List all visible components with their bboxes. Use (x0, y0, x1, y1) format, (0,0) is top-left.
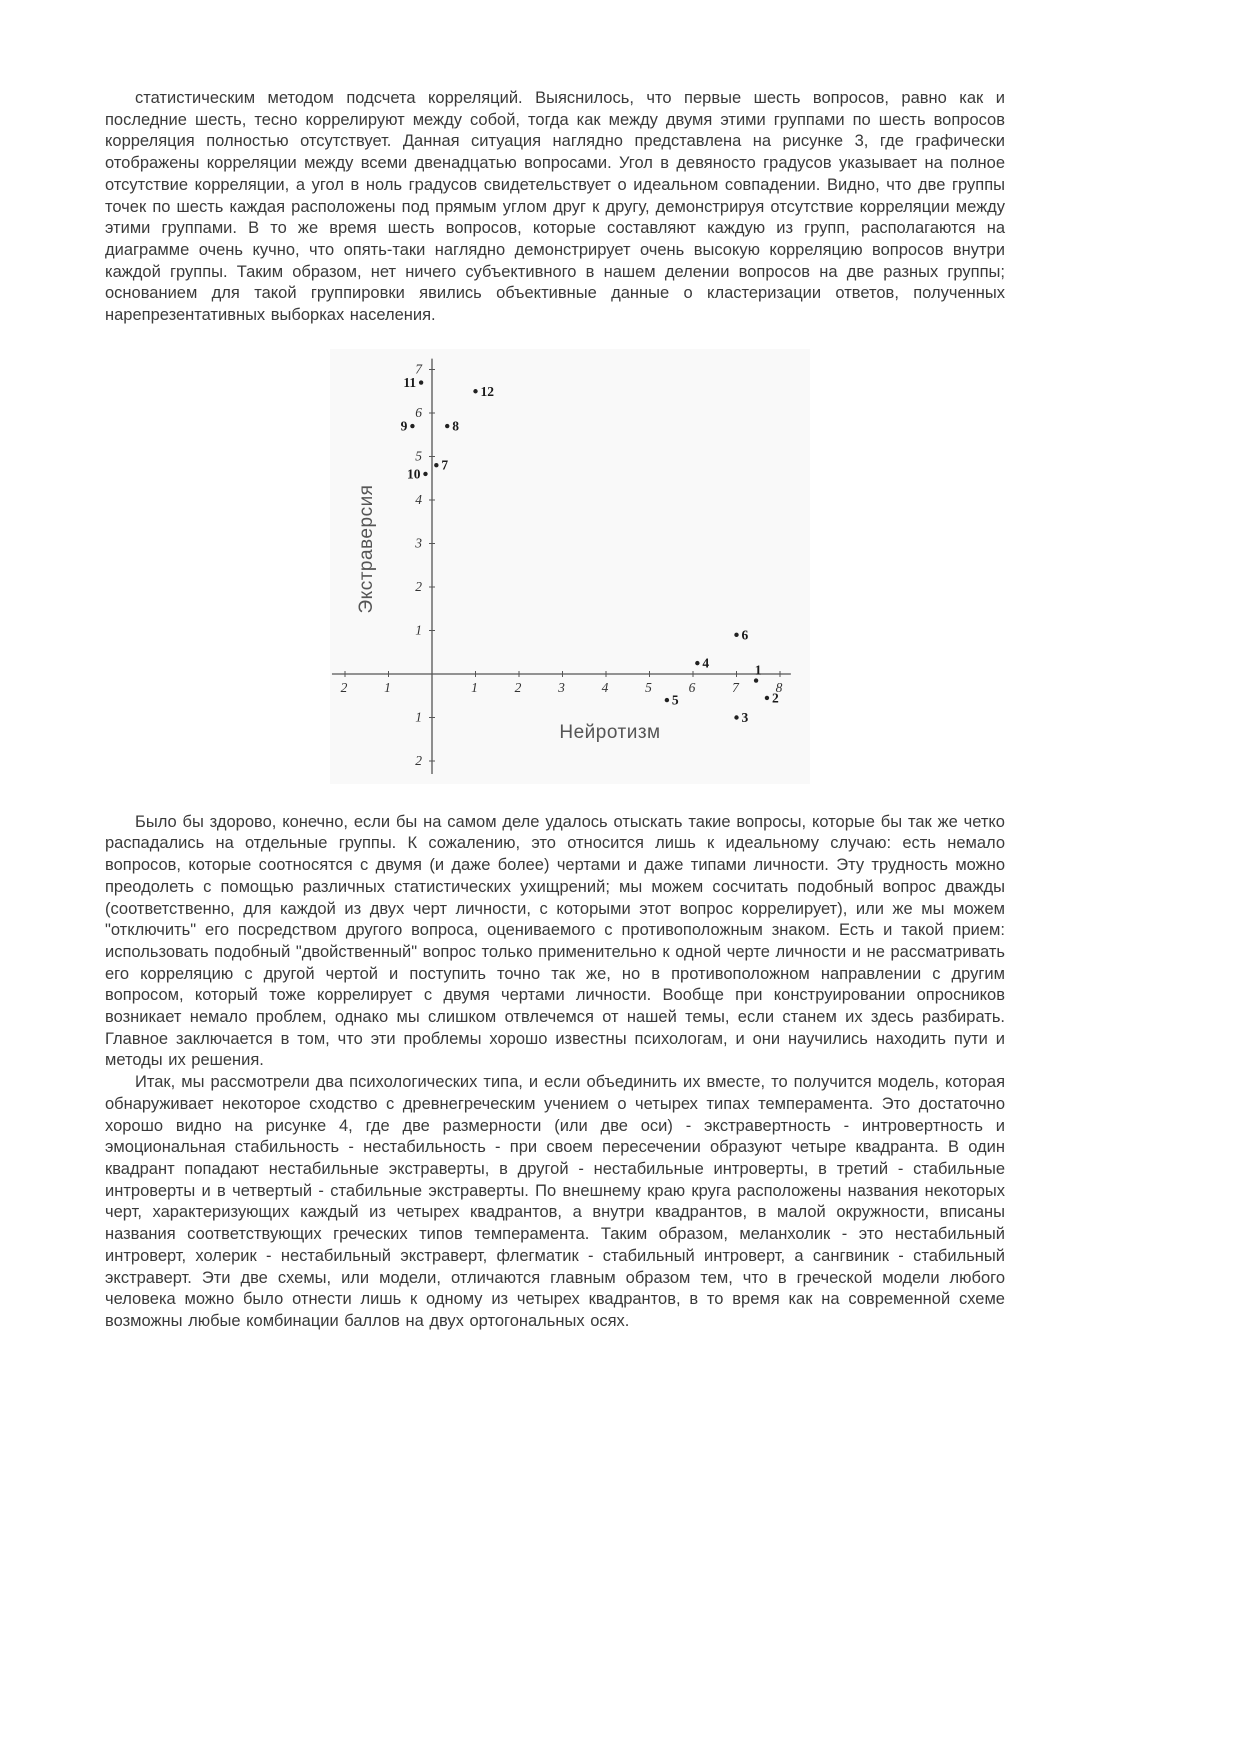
svg-text:1: 1 (471, 679, 478, 695)
svg-text:4: 4 (601, 679, 609, 695)
svg-text:Экстраверсия: Экстраверсия (356, 484, 377, 614)
svg-text:3: 3 (558, 679, 565, 695)
svg-text:9: 9 (400, 418, 408, 434)
svg-text:8: 8 (452, 418, 459, 434)
paragraph-correlations: статистическим методом подсчета корреляций. Выяснилось, что первые шесть вопросов, равно как и последние шесть, тесно коррелируют между собой, тогда как между двумя этими группами по шесть вопросов корреляция полностью отсутствует. Данная ситуация наглядно представлена на рисунке 3, где графически отображены корреляции между всеми двенадцатью вопросами. Угол в девяносто градусов указывает на полное отсутствие корреляции, а угол в ноль градусов свидетельствует о идеальном совпадении. Видно, что две группы точек по шесть каждая расположены под прямым углом друг к другу, демонстрируя отсутствие корреляции между этими группами. В то же время шесть вопросов, которые составляют каждую из групп, располагаются на диаграмме очень кучно, что опять-таки наглядно демонстрирует очень высокую корреляцию вопросов внутри каждой группы. Таким образом, нет ничего субъективного в нашем делении вопросов на две разных группы; основанием для такой группировки явились объективные данные о кластеризации ответов, полученных нарепрезентативных выборках населения. (105, 89, 1005, 325)
svg-text:2: 2 (771, 690, 779, 706)
svg-text:1: 1 (384, 679, 391, 695)
svg-text:2: 2 (415, 752, 422, 768)
paragraph-question-grouping: Было бы здорово, конечно, если бы на самом деле удалось отыскать такие вопросы, которые бы так же четко распадались на отдельные группы. К сожалению, это относится лишь к идеальному случаю: есть немало вопросов, которые соотносятся с двумя (и даже более) чертами и даже типами личности. Эту трудность можно преодолеть с помощью различных статистических ухищрений; мы можем сосчитать подобный вопрос дважды (соответственно, для каждой из двух черт личности, с которыми этот вопрос коррелирует), или же мы можем "отключить" его посредством другого вопроса, оцениваемого с противоположным знаком. Есть и такой прием: использовать подобный "двойственный" вопрос только применительно к одной черте личности и не рассматривать его корреляцию с другой чертой и поступить точно так же, но в противоположном направлении с другим вопросом, который тоже коррелирует с двумя чертами личности. Вообще при конструировании опросников возникает немало проблем, однако мы слишком отвлечемся от нашей темы, если станем их здесь разбирать. Главное заключается в том, что эти проблемы хорошо известны психологам, и они научились находить пути и методы их решения. (105, 812, 1005, 1070)
figure-3 (330, 349, 810, 784)
svg-text:3: 3 (415, 535, 422, 551)
svg-text:2: 2 (415, 578, 422, 594)
svg-text:10: 10 (406, 466, 421, 482)
paragraph-temperament-model: Итак, мы рассмотрели два психологических типа, и если объединить их вместе, то получится модель, которая обнаруживает некоторое сходство с древнегреческим учением о четырех типах темперамента. Это достаточно хорошо видно на рисунке 4, где две размерности (или две оси) - экстравертность - интровертность и эмоциональная стабильность - нестабильность - при своем пересечении образуют четыре квадранта. В один квадрант попадают нестабильные экстраверты, в другой - нестабильные интроверты, в третий - стабильные интроверты и в четвертый - стабильные экстраверты. По внешнему краю круга расположены названия некоторых черт, характеризующих каждый из четырех квадрантов, а внутри квадрантов, в малой окружности, вписаны названия соответствующих греческих типов темперамента. Таким образом, меланхолик - это нестабильный интроверт, холерик - нестабильный экстраверт, флегматик - стабильный интроверт, а сангвиник - стабильный экстраверт. Эти две схемы, или модели, отличаются главным образом тем, что в греческой модели любого человека можно было отнести лишь к одному из четырех квадрантов, в то время как на современной схеме возможны любые комбинации баллов на двух ортогональных осях. (105, 1073, 1005, 1330)
figure-3-scatter-plot (330, 349, 810, 784)
svg-text:6: 6 (415, 404, 422, 420)
svg-text:2: 2 (340, 679, 348, 695)
svg-text:8: 8 (775, 679, 783, 695)
svg-text:5: 5 (645, 679, 652, 695)
svg-text:1: 1 (754, 662, 762, 678)
svg-text:Нейротизм: Нейротизм (559, 721, 661, 743)
svg-text:5: 5 (415, 448, 422, 464)
svg-text:7: 7 (732, 679, 739, 695)
svg-text:7: 7 (415, 361, 422, 377)
svg-text:11: 11 (403, 374, 417, 390)
svg-text:6: 6 (741, 627, 749, 643)
svg-text:4: 4 (415, 491, 422, 507)
svg-text:4: 4 (702, 655, 710, 671)
svg-text:6: 6 (688, 679, 696, 695)
svg-text:2: 2 (514, 679, 522, 695)
svg-text:1: 1 (415, 622, 422, 638)
svg-text:3: 3 (741, 709, 749, 725)
svg-text:5: 5 (671, 692, 679, 708)
svg-text:12: 12 (480, 383, 494, 399)
svg-text:1: 1 (415, 709, 422, 725)
svg-text:7: 7 (441, 457, 449, 473)
